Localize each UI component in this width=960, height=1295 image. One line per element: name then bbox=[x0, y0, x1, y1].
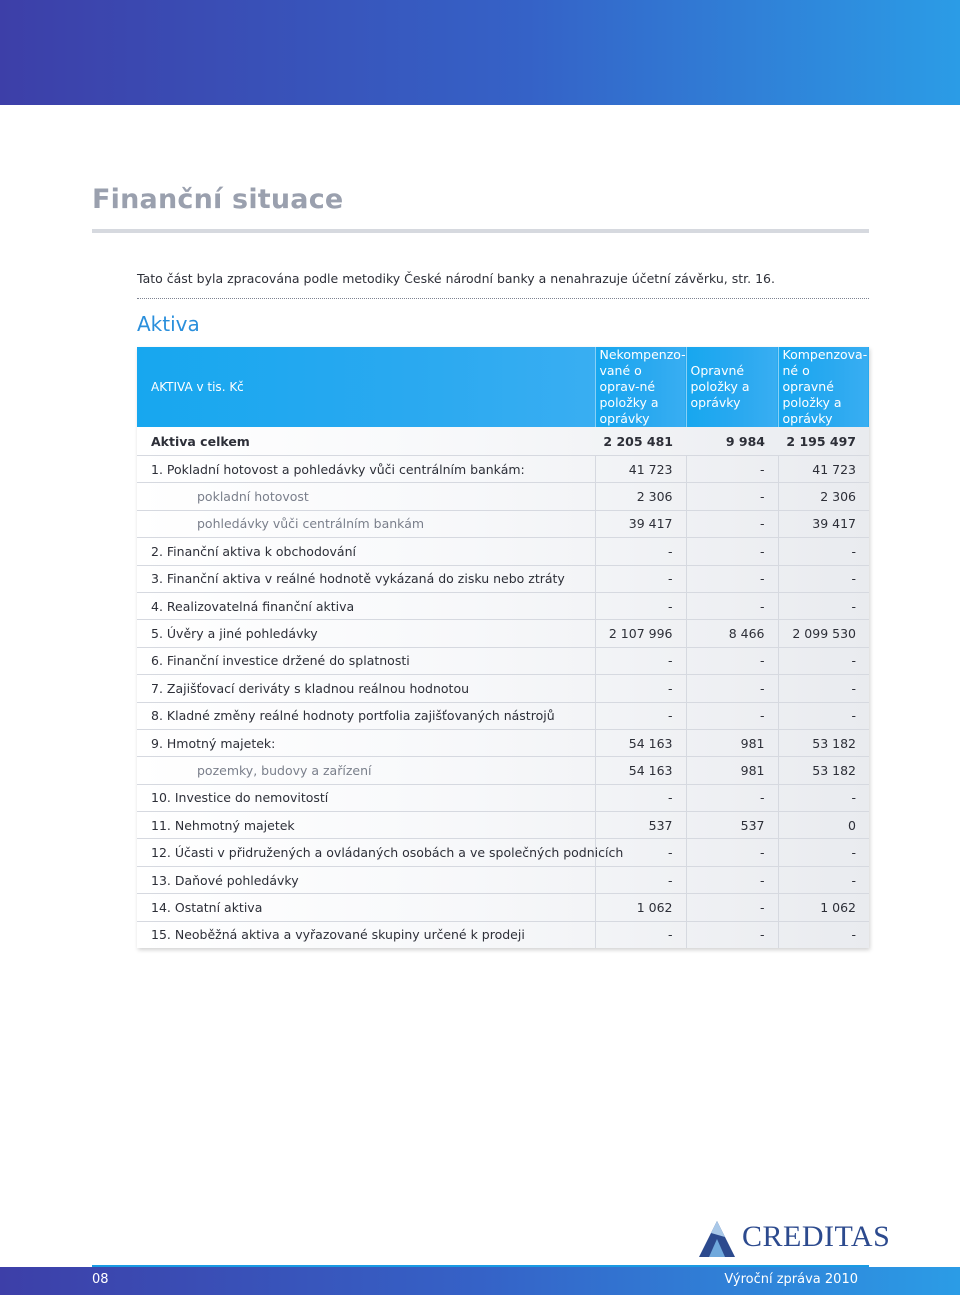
table-row bbox=[137, 812, 869, 839]
total-adjustments: 9 984 bbox=[725, 433, 765, 449]
row-value-gross: 2 306 bbox=[595, 483, 686, 510]
row-value-gross: - bbox=[595, 702, 686, 729]
top-banner bbox=[0, 0, 960, 105]
row-value-gross: - bbox=[595, 921, 686, 948]
row-value-gross: - bbox=[595, 675, 686, 702]
row-label: pozemky, budovy a zařízení bbox=[137, 757, 595, 784]
row-label: 10. Investice do nemovitostí bbox=[137, 784, 595, 811]
table-row bbox=[137, 538, 869, 565]
table-row bbox=[137, 456, 869, 483]
row-value-adjustments: - bbox=[686, 538, 778, 565]
row-value-gross: 2 107 996 bbox=[595, 620, 686, 647]
table-header-row bbox=[137, 347, 869, 427]
table-row bbox=[137, 675, 869, 702]
row-value-adjustments: - bbox=[686, 894, 778, 921]
table-row bbox=[137, 565, 869, 592]
row-value-adjustments: - bbox=[686, 702, 778, 729]
row-value-adjustments: - bbox=[686, 839, 778, 866]
row-value-net: 2 306 bbox=[778, 483, 869, 510]
row-label: 1. Pokladní hotovost a pohledávky vůči centrálním bankám: bbox=[137, 456, 595, 483]
row-value-adjustments: 981 bbox=[686, 729, 778, 756]
row-value-net: - bbox=[778, 839, 869, 866]
row-value-adjustments: - bbox=[686, 647, 778, 674]
intro-text: Tato část byla zpracována podle metodiky České národní banky a nenahrazuje účetní závěrku, str. 16. bbox=[137, 271, 775, 286]
table-row bbox=[137, 620, 869, 647]
column-header-adjustments: Opravné položky a oprávky bbox=[686, 347, 778, 427]
row-label: 13. Daňové pohledávky bbox=[137, 866, 595, 893]
row-value-gross: 1 062 bbox=[595, 894, 686, 921]
row-value-adjustments: - bbox=[686, 483, 778, 510]
row-value-gross: - bbox=[595, 592, 686, 619]
row-value-gross: 54 163 bbox=[595, 729, 686, 756]
row-value-adjustments: 981 bbox=[686, 757, 778, 784]
table-row bbox=[137, 839, 869, 866]
page-number: 08 bbox=[92, 1272, 109, 1287]
table-row bbox=[137, 921, 869, 948]
total-label: Aktiva celkem bbox=[151, 433, 250, 449]
row-label: 12. Účasti v přidružených a ovládaných osobách a ve společných podnicích bbox=[137, 839, 595, 866]
row-value-net: - bbox=[778, 784, 869, 811]
row-label: 4. Realizovatelná finanční aktiva bbox=[137, 592, 595, 619]
row-value-gross: 537 bbox=[595, 812, 686, 839]
row-value-net: 53 182 bbox=[778, 729, 869, 756]
row-value-adjustments: - bbox=[686, 510, 778, 537]
row-value-net: 39 417 bbox=[778, 510, 869, 537]
row-value-gross: 54 163 bbox=[595, 757, 686, 784]
row-label: 3. Finanční aktiva v reálné hodnotě vykázaná do zisku nebo ztráty bbox=[137, 565, 595, 592]
total-net: 2 195 497 bbox=[786, 433, 856, 449]
title-divider bbox=[92, 229, 869, 233]
row-label: 8. Kladné změny reálné hodnoty portfolia zajišťovaných nástrojů bbox=[137, 702, 595, 729]
row-value-net: 2 099 530 bbox=[778, 620, 869, 647]
column-header-label: AKTIVA v tis. Kč bbox=[137, 347, 595, 427]
table-subrow bbox=[137, 510, 869, 537]
report-title: Výroční zpráva 2010 bbox=[724, 1272, 858, 1287]
row-value-net: 1 062 bbox=[778, 894, 869, 921]
row-value-adjustments: - bbox=[686, 565, 778, 592]
creditas-logo-text: CREDITAS bbox=[742, 1220, 891, 1253]
row-label: 11. Nehmotný majetek bbox=[137, 812, 595, 839]
row-label: 14. Ostatní aktiva bbox=[137, 894, 595, 921]
row-label: 5. Úvěry a jiné pohledávky bbox=[137, 620, 595, 647]
row-value-net: - bbox=[778, 565, 869, 592]
table-row bbox=[137, 784, 869, 811]
row-value-net: - bbox=[778, 592, 869, 619]
row-value-gross: - bbox=[595, 839, 686, 866]
row-value-adjustments: - bbox=[686, 675, 778, 702]
row-value-gross: 39 417 bbox=[595, 510, 686, 537]
row-value-net: 41 723 bbox=[778, 456, 869, 483]
row-label: 2. Finanční aktiva k obchodování bbox=[137, 538, 595, 565]
table-row bbox=[137, 592, 869, 619]
row-label: 7. Zajišťovací deriváty s kladnou reálnou hodnotou bbox=[137, 675, 595, 702]
row-value-adjustments: - bbox=[686, 784, 778, 811]
row-value-net: 0 bbox=[778, 812, 869, 839]
total-row bbox=[137, 427, 869, 456]
page-title: Finanční situace bbox=[92, 184, 344, 215]
column-header-gross: Nekompenzo-vané o oprav-né položky a oprávky bbox=[595, 347, 686, 427]
row-value-net: - bbox=[778, 647, 869, 674]
row-value-gross: - bbox=[595, 565, 686, 592]
dotted-divider bbox=[137, 298, 869, 299]
footer-divider bbox=[92, 1265, 869, 1267]
row-label: pokladní hotovost bbox=[137, 483, 595, 510]
row-value-gross: - bbox=[595, 647, 686, 674]
table-row bbox=[137, 866, 869, 893]
section-title: Aktiva bbox=[137, 312, 200, 336]
row-value-adjustments: - bbox=[686, 921, 778, 948]
row-value-adjustments: - bbox=[686, 866, 778, 893]
table-row bbox=[137, 894, 869, 921]
row-value-gross: 41 723 bbox=[595, 456, 686, 483]
row-value-net: - bbox=[778, 702, 869, 729]
table-row bbox=[137, 702, 869, 729]
row-value-net: - bbox=[778, 866, 869, 893]
row-value-adjustments: 537 bbox=[686, 812, 778, 839]
row-label: pohledávky vůči centrálním bankám bbox=[137, 510, 595, 537]
table-row bbox=[137, 647, 869, 674]
row-value-adjustments: - bbox=[686, 592, 778, 619]
row-value-net: - bbox=[778, 921, 869, 948]
row-value-net: - bbox=[778, 675, 869, 702]
table-row bbox=[137, 729, 869, 756]
row-value-adjustments: 8 466 bbox=[686, 620, 778, 647]
row-value-adjustments: - bbox=[686, 456, 778, 483]
table-subrow bbox=[137, 757, 869, 784]
row-value-net: - bbox=[778, 538, 869, 565]
row-value-gross: - bbox=[595, 866, 686, 893]
row-label: 9. Hmotný majetek: bbox=[137, 729, 595, 756]
total-gross: 2 205 481 bbox=[603, 433, 673, 449]
row-value-gross: - bbox=[595, 784, 686, 811]
table-subrow bbox=[137, 483, 869, 510]
row-label: 15. Neoběžná aktiva a vyřazované skupiny určené k prodeji bbox=[137, 921, 595, 948]
row-value-gross: - bbox=[595, 538, 686, 565]
row-label: 6. Finanční investice držené do splatnosti bbox=[137, 647, 595, 674]
column-header-net: Kompenzova-né o opravné položky a oprávky bbox=[778, 347, 869, 427]
assets-table-container bbox=[137, 347, 869, 948]
row-value-net: 53 182 bbox=[778, 757, 869, 784]
assets-table bbox=[137, 347, 869, 948]
